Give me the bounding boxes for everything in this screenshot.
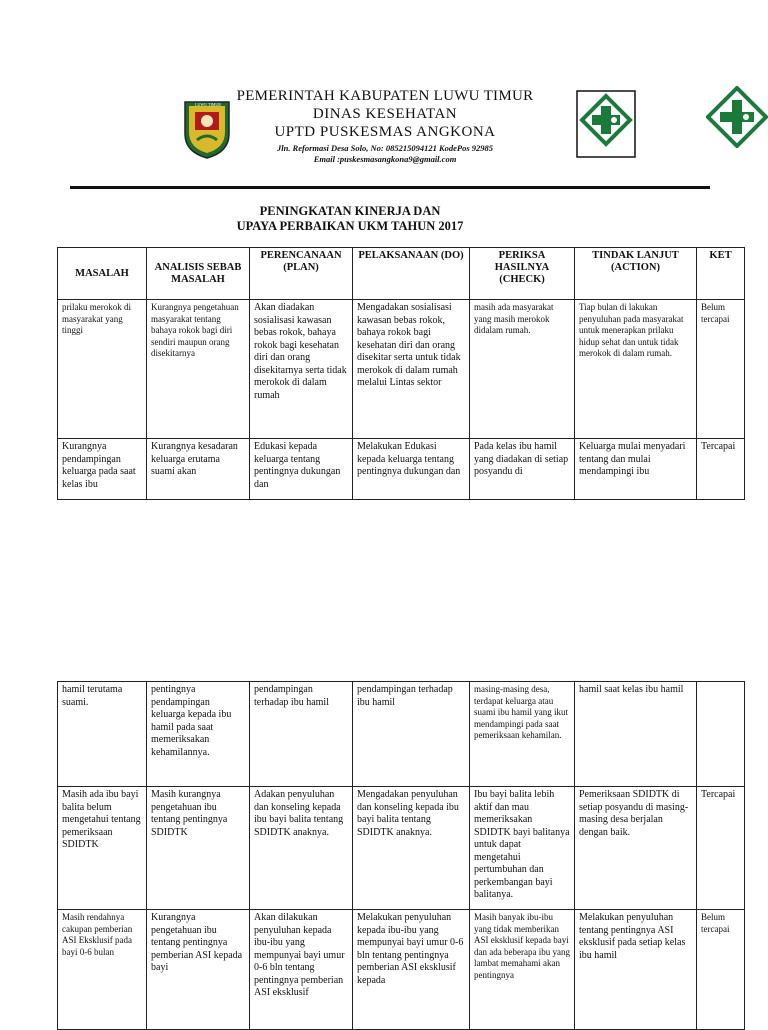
title-line-1: PENINGKATAN KINERJA DAN xyxy=(259,204,441,218)
cell: Kurangnya pengetahuan masyarakat tentang bahaya rokok bagi diri sendiri maupun orang disekitarnya xyxy=(147,300,250,439)
department-name: DINAS KESEHATAN xyxy=(312,106,458,122)
cell: pendampingan terhadap ibu hamil xyxy=(250,682,353,787)
emblem-text: LUWU TIMUR xyxy=(195,102,221,107)
cell: Tercapai xyxy=(697,439,745,500)
cell: Edukasi kepada keluarga tentang pentingnya dukungan dan xyxy=(250,439,353,500)
cell: Kurangnya pengetahuan ibu tentang pentingnya pemberian ASI kepada bayi xyxy=(147,910,250,1030)
email: Email :puskesmasangkona9@gmail.com xyxy=(313,154,457,164)
col-analisis: ANALISIS SEBAB MASALAH xyxy=(147,248,250,300)
table-row xyxy=(58,439,745,500)
government-name: PEMERINTAH KABUPATEN LUWU TIMUR xyxy=(236,88,534,104)
cell: Keluarga mulai menyadari tentang dan mulai mendampingi ibu xyxy=(575,439,697,500)
table-row xyxy=(58,787,745,910)
improvement-table-page1 xyxy=(57,247,745,500)
puskesmas-name: UPTD PUSKESMAS ANGKONA xyxy=(274,124,496,140)
cell: Pada kelas ibu hamil yang diadakan di setiap posyandu di xyxy=(470,439,575,500)
cell: Kurangnya kesadaran keluarga erutama suami akan xyxy=(147,439,250,500)
cell: Masih rendahnya cakupan pemberian ASI Eksklusif pada bayi 0-6 bulan xyxy=(58,910,147,1030)
letterhead-text xyxy=(225,87,545,165)
cell: Masih ada ibu bayi balita belum mengetahui tentang pemeriksaan SDIDTK xyxy=(58,787,147,910)
cell: Akan dilakukan penyuluhan kepada ibu-ibu yang mempunyai bayi umur 0-6 bln tentang pentingnya pemberian ASI eksklusif xyxy=(250,910,353,1030)
table-header-row xyxy=(58,248,745,300)
cell: Melakukan penyuluhan kepada ibu-ibu yang mempunyai bayi umur 0-6 bln tentang pentingnya pemberian ASI eksklusif kepada xyxy=(353,910,470,1030)
col-masalah: MASALAH xyxy=(58,248,147,300)
cell: Akan diadakan sosialisasi kawasan bebas rokok, bahaya rokok bagi kesehatan diri dan orang disekitarnya serta tidak merokok di dalam rumah xyxy=(250,300,353,439)
cell: hamil terutama suami. xyxy=(58,682,147,787)
table-row xyxy=(58,300,745,439)
improvement-table-page2 xyxy=(57,681,745,1030)
cell: Ibu bayi balita lebih aktif dan mau memeriksakan SDIDTK bayi balitanya untuk dapat mengetahui pertumbuhan dan perkembangan bayi balitanya. xyxy=(470,787,575,910)
document-title xyxy=(150,204,550,234)
table-row xyxy=(58,910,745,1030)
cell: Tiap bulan di lakukan penyuluhan pada masyarakat untuk menerapkan prilaku hidup sehat dan untuk tidak merokok di dalam rumah. xyxy=(575,300,697,439)
cell: pendampingan terhadap ibu hamil xyxy=(353,682,470,787)
col-periksa: PERIKSA HASILNYA (CHECK) xyxy=(470,248,575,300)
cell: Melakukan Edukasi kepada keluarga tentang pentingnya dukungan dan xyxy=(353,439,470,500)
cell: Belum tercapai xyxy=(697,910,745,1030)
cell xyxy=(697,682,745,787)
col-perencanaan: PERENCANAAN (PLAN) xyxy=(250,248,353,300)
col-pelaksanaan: PELAKSANAAN (DO) xyxy=(353,248,470,300)
col-tindak-lanjut: TINDAK LANJUT (ACTION) xyxy=(575,248,697,300)
col-ket: KET xyxy=(697,248,745,300)
cell: masih ada masyarakat yang masih merokok didalam rumah. xyxy=(470,300,575,439)
letterhead xyxy=(0,0,768,200)
header-divider xyxy=(70,186,710,189)
puskesmas-logo-icon-2 xyxy=(706,86,768,148)
cell: Mengadakan sosialisasi kawasan bebas rokok, bahaya rokok bagi kesehatan diri dan orang disekitar serta untuk tidak merokok di dalam rumah melalui Lintas sektor xyxy=(353,300,470,439)
cell: pentingnya pendampingan keluarga kepada ibu hamil pada saat memeriksakan kehamilannya. xyxy=(147,682,250,787)
cell: Mengadakan penyuluhan dan konseling kepada ibu bayi balita tentang SDIDTK anaknya. xyxy=(353,787,470,910)
cell: Masih banyak ibu-ibu yang tidak memberikan ASI eksklusif kepada bayi dan ada beberapa ibu yang lambat memahami akan pentingnya xyxy=(470,910,575,1030)
cell: masing-masing desa, terdapat keluarga atau suami ibu hamil yang ikut mendampingi pada saat pemeriksaan kehamilan. xyxy=(470,682,575,787)
cell: Belum tercapai xyxy=(697,300,745,439)
table-row xyxy=(58,682,745,787)
cell: Tercapai xyxy=(697,787,745,910)
title-line-2: UPAYA PERBAIKAN UKM TAHUN 2017 xyxy=(236,219,464,233)
cell: hamil saat kelas ibu hamil xyxy=(575,682,697,787)
cell: Pemeriksaan SDIDTK di setiap posyandu di masing-masing desa berjalan dengan baik. xyxy=(575,787,697,910)
address: Jln. Reformasi Desa Solo, No: 085215094121 KodePos 92985 xyxy=(276,143,494,153)
cell: Adakan penyuluhan dan konseling kepada ibu bayi balita tentang SDIDTK anaknya. xyxy=(250,787,353,910)
cell: prilaku merokok di masyarakat yang tinggi xyxy=(58,300,147,439)
puskesmas-logo-icon xyxy=(576,90,636,158)
cell: Kurangnya pendampingan keluarga pada saat kelas ibu xyxy=(58,439,147,500)
cell: Melakukan penyuluhan tentang pentingnya ASI eksklusif pada setiap kelas ibu hamil xyxy=(575,910,697,1030)
cell: Masih kurangnya pengetahuan ibu tentang pentingnya SDIDTK xyxy=(147,787,250,910)
